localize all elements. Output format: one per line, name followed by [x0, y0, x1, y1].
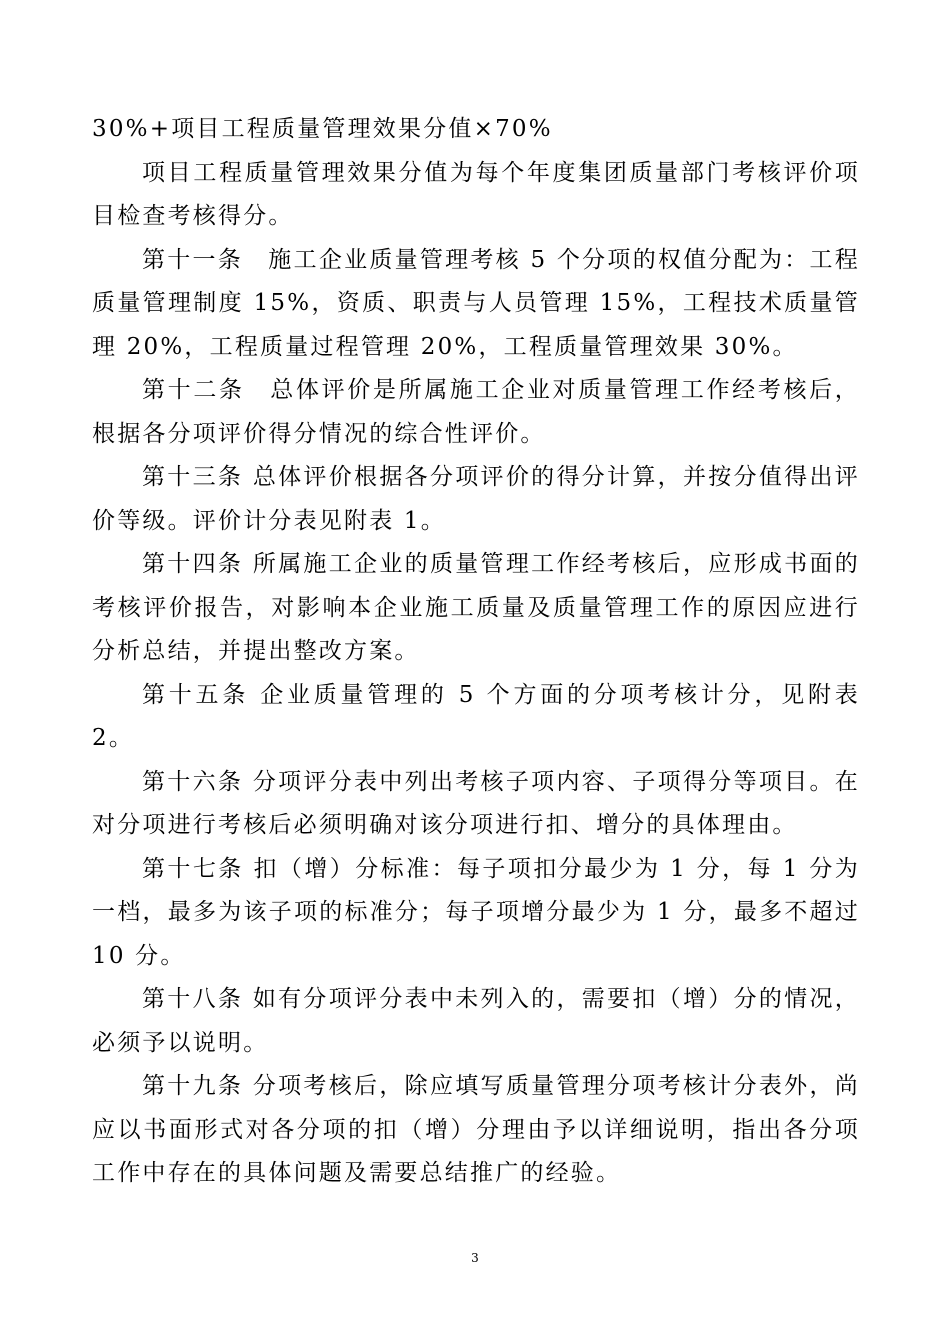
paragraph-article-13: 第十三条 总体评价根据各分项评价的得分计算，并按分值得出评价等级。评价计分表见附表 1。: [92, 464, 860, 534]
paragraph-article-14: 第十四条 所属施工企业的质量管理工作经考核后，应形成书面的考核评价报告，对影响本企业施工质量及质量管理工作的原因应进行分析总结，并提出整改方案。: [92, 551, 860, 664]
paragraph-article-12: 第十二条 总体评价是所属施工企业对质量管理工作经考核后，根据各分项评价得分情况的综合性评价。: [92, 377, 860, 447]
document-body: [92, 108, 860, 1196]
paragraph-effect-score: 项目工程质量管理效果分值为每个年度集团质量部门考核评价项目检查考核得分。: [92, 159, 860, 229]
paragraph-formula-continuation: 30%+项目工程质量管理效果分值×70%: [92, 116, 553, 142]
paragraph-article-11: 第十一条 施工企业质量管理考核 5 个分项的权值分配为：工程质量管理制度 15%，资质、职责与人员管理 15%，工程技术质量管理 20%，工程质量过程管理 20%，工程质量管理效果 30%。: [92, 246, 860, 360]
paragraph-article-16: 第十六条 分项评分表中列出考核子项内容、子项得分等项目。在对分项进行考核后必须明确对该分项进行扣、增分的具体理由。: [92, 768, 860, 838]
paragraph-article-19: 第十九条 分项考核后，除应填写质量管理分项考核计分表外，尚应以书面形式对各分项的扣（增）分理由予以详细说明，指出各分项工作中存在的具体问题及需要总结推广的经验。: [92, 1073, 860, 1186]
page-number: 3: [471, 1251, 479, 1265]
paragraph-article-17: 第十七条 扣（增）分标准：每子项扣分最少为 1 分，每 1 分为一档，最多为该子项的标准分；每子项增分最少为 1 分，最多不超过 10 分。: [92, 855, 860, 969]
paragraph-article-18: 第十八条 如有分项评分表中未列入的，需要扣（增）分的情况，必须予以说明。: [92, 986, 860, 1056]
paragraph-article-15: 第十五条 企业质量管理的 5 个方面的分项考核计分，见附表 2。: [92, 681, 860, 751]
